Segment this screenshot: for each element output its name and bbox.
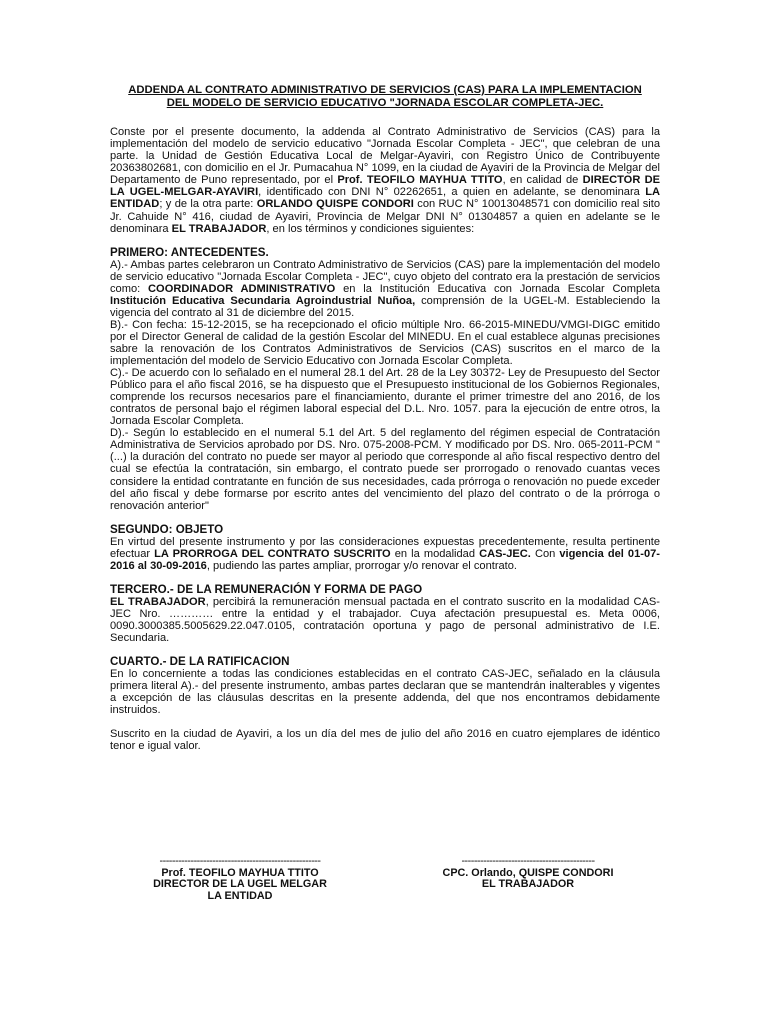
primero-heading: PRIMERO: ANTECEDENTES. [110, 245, 269, 259]
validity-period: vigencia del 01-07-2016 al 30-09-2016 [110, 547, 660, 572]
intro-text-4: ; y de la otra parte: [159, 198, 257, 211]
closing-paragraph: Suscrito en la ciudad de Ayaviri, a los un día del mes de julio del año 2016 en cuatro ejemplares de idéntico tenor e igual valor. [110, 728, 660, 753]
position-title: COORDINADOR ADMINISTRATIVO [148, 282, 336, 295]
section-primero [110, 247, 660, 512]
signer-role-right: EL TRABAJADOR [481, 878, 575, 891]
item-a-text-3: comprensión de la UGEL-M. Estableciendo la vigencia del contrato al 31 de diciembre del 2015. [110, 294, 660, 319]
signature-block-worker [428, 856, 628, 891]
modality-label: CAS-JEC. [479, 547, 531, 560]
intro-text-6: , en los términos y condiciones siguientes: [266, 222, 475, 235]
primero-item-a [110, 259, 660, 319]
segundo-paragraph [110, 536, 660, 572]
segundo-text-4: , pudiendo las partes ampliar, prorrogar y/o renovar el contrato. [206, 559, 518, 572]
section-cuarto [110, 656, 660, 716]
intro-text-5: con RUC N° 10013048571 con domicilio real sito Jr. Cahuide N° 416, ciudad de Ayaviri, Provincia de Melgar DNI N° 01304857 a quien en adelante se le denominara [110, 198, 661, 235]
title-line-2: DEL MODELO DE SERVICIO EDUCATIVO "JORNADA ESCOLAR COMPLETA-JEC. [166, 96, 604, 109]
signature-block-entity [140, 856, 340, 902]
segundo-heading: SEGUNDO: OBJETO [110, 522, 224, 536]
primero-item-d: D).- Según lo establecido en el numeral 5.1 del Art. 5 del reglamento del régimen especial de Contratación Administrativa de Servicios aprobado por DS. Nro. 075-2008-PCM. Y modificado por DS. Nro. 065-2011-PCM "(...) la duración del contrato no puede ser mayor al periodo que corresponde al año fiscal respectivo dentro del cual se efectúa la contratación, sin embargo, el contrato puede ser prorrogado o renovado cuantas veces considere la entidad contratante en función de sus necesidades, cada prórroga o renovación no puede exceder del año fiscal y debe formarse por escrito antes del vencimiento del plazo del contrato o de la prórroga o renovación anterior" [110, 427, 660, 512]
signature-line-right: ------------------------------------------- [461, 855, 595, 867]
segundo-text-2: en la modalidad [390, 547, 480, 560]
intro-paragraph [110, 126, 660, 234]
item-a-text-1: A).- Ambas partes celebraron un Contrato Administrativo de Servicios (CAS) pare la implementación del modelo de servicio educativo "Jornada Escolar Completa - JEC", cuyo objeto del contrato era la prestación de servicios como: [110, 258, 660, 295]
signer-role-left: DIRECTOR DE LA UGEL MELGAR [153, 878, 327, 891]
tercero-worker-label: EL TRABAJADOR [110, 595, 206, 608]
tercero-heading: TERCERO.- DE LA REMUNERACIÓN Y FORMA DE PAGO [110, 582, 423, 596]
section-segundo [110, 524, 660, 572]
intro-text-1: Conste por el presente documento, la addenda al Contrato Administrativo de Servicios (CAS) para la implementación del modelo de servicio educativo "Jornada Escolar Completa - JEC", que celebran de una parte. la Unidad de Gestión Educativa Local de Melgar-Ayaviri, con Registro Único de Contribuyente 20363802681, con domicilio en el Jr. Pumacahua N° 1099, en la ciudad de Ayaviri de la Provincia de Melgar del Departamento de Puno representado, por el [110, 126, 660, 187]
worker-name: ORLANDO QUISPE CONDORI [256, 198, 414, 211]
worker-label: EL TRABAJADOR [171, 222, 267, 235]
director-title: DIRECTOR DE LA UGEL-MELGAR-AYAVIRI [110, 174, 661, 199]
signer-name-right: CPC. Orlando, QUISPE CONDORI [442, 866, 614, 879]
tercero-paragraph [110, 596, 660, 644]
signer-name-left: Prof. TEOFILO MAYHUA TTITO [161, 866, 319, 879]
segundo-text-3: Con [530, 547, 560, 560]
signer-party-left: LA ENTIDAD [207, 889, 273, 902]
segundo-text-1: En virtud del presente instrumento y por las consideraciones expuestas precedentemente, resulta pertinente efectuar [110, 535, 660, 560]
title-line-1: ADDENDA AL CONTRATO ADMINISTRATIVO DE SERVICIOS (CAS) PARA LA IMPLEMENTACION [128, 84, 642, 96]
entity-label: LA ENTIDAD [110, 186, 660, 211]
cuarto-paragraph: En lo concerniente a todas las condiciones establecidas en el contrato CAS-JEC, señalado en la cláusula primera literal A).- del presente instrumento, ambas partes declaran que se mantendrán inalterables y vigentes a excepción de las cláusulas descritas en la presente addenda, del que nos encontramos debidamente instruidos. [110, 668, 660, 717]
section-tercero [110, 584, 660, 644]
intro-text-3: , identificado con DNI N° 02262651, a quien en adelante, se denominara [258, 186, 646, 199]
tercero-text-1: , percibirá la remuneración mensual pactada en el contrato suscrito en la modalidad CAS-JEC Nro. ………… entre la entidad y el trabajador. Cuya afectación presupuestal es. Meta 0006, 0090.3000385.5005629.22.047.0105, contratación oportuna y pago de personal administrativo de I.E. Secundaria. [110, 595, 660, 645]
prorroga-label: LA PRORROGA DEL CONTRATO SUSCRITO [154, 547, 391, 560]
institution-name: Institución Educativa Secundaria Agroindustrial Nuñoa, [110, 294, 416, 307]
cuarto-heading: CUARTO.- DE LA RATIFICACION [110, 655, 290, 669]
primero-item-b: B).- Con fecha: 15-12-2015, se ha recepcionado el oficio múltiple Nro. 66-2015-MINEDU/VMGI-DIGC emitido por el Director General de calidad de la gestión Escolar del MINEDU. En el cual establece algunas precisiones sabre la renovación de los Contratos Administrativos de Servicios (CAS) suscritos en el marco de la implementación del modelo de Servicio Educativo con Jornada Escolar Completa. [110, 318, 660, 368]
item-a-text-2: en la Institución Educativa con Jornada Escolar Completa [335, 282, 660, 295]
signature-line-left: ---------------------------------------------------- [159, 855, 321, 867]
document-body [110, 84, 660, 752]
document-title [110, 84, 660, 109]
intro-text-2: , en calidad de [502, 174, 583, 187]
primero-item-c: C).- De acuerdo con lo señalado en el numeral 28.1 del Art. 28 de la Ley 30372- Ley de Presupuesto del Sector Público para el año fiscal 2016, se ha dispuesto que el Presupuesto institucional de los Gobiernos Regionales, comprende los recursos necesarios pare el financiamiento, durante el primer trimestre del ano 2016, de los contratos de personal bajo el régimen laboral especial del D.L. Nro. 1057. para la ejecución de entre otros, la Jornada Escolar Completa. [110, 367, 660, 428]
director-name: Prof. TEOFILO MAYHUA TTITO [337, 174, 503, 187]
